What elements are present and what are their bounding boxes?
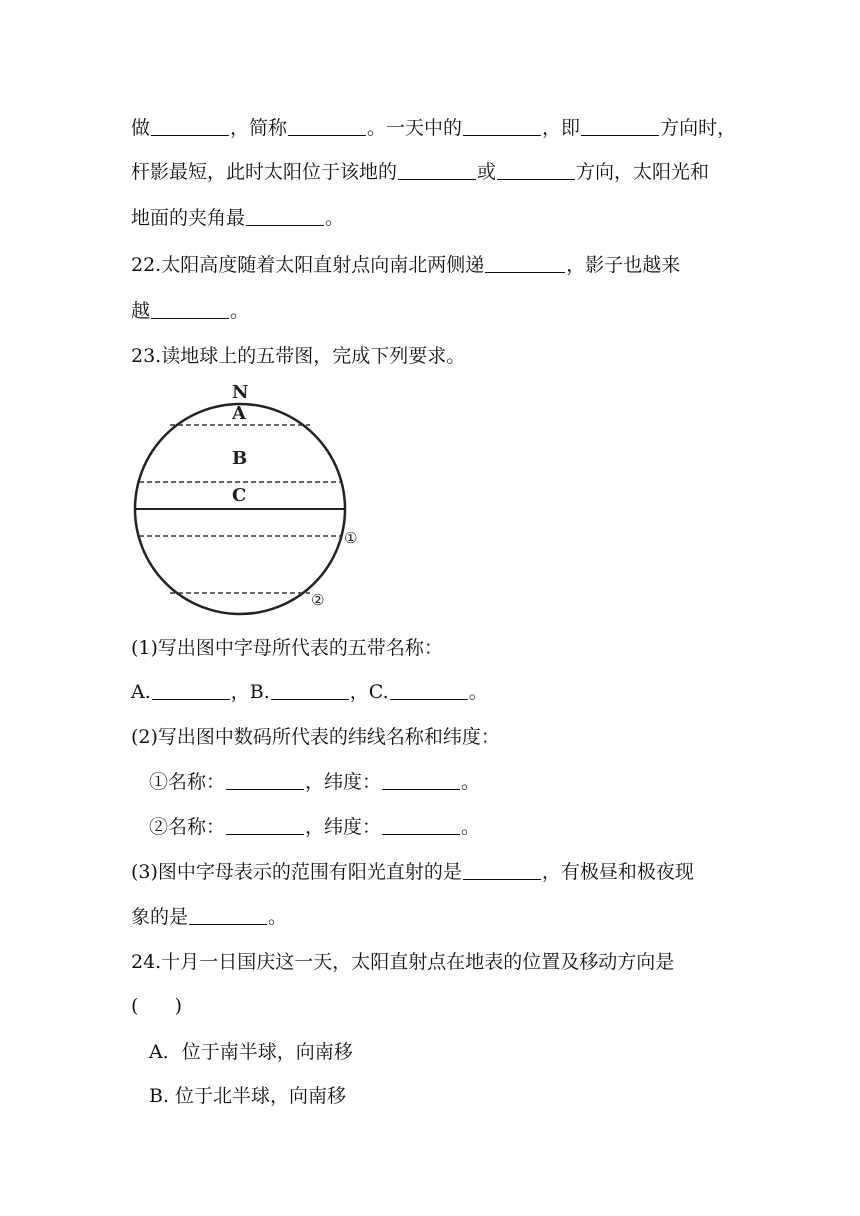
q23-title: 23.读地球上的五带图，完成下列要求。 xyxy=(131,345,466,367)
answer-blank[interactable] xyxy=(151,117,229,136)
text: 。 xyxy=(268,906,288,928)
answer-blank-a[interactable] xyxy=(152,681,230,700)
answer-blank[interactable] xyxy=(226,816,304,835)
text: 做 xyxy=(131,117,151,139)
q24-answer-paren[interactable]: ( ) xyxy=(131,995,183,1017)
text: ，影子也越来 xyxy=(566,254,681,276)
label-c: C xyxy=(232,485,247,506)
q21-line-1 xyxy=(131,114,760,142)
q21-line-2 xyxy=(131,158,760,186)
q23-sub3-line-2 xyxy=(131,903,760,931)
q23-sub3-line-1 xyxy=(131,858,760,886)
answer-blank[interactable] xyxy=(398,161,476,180)
text: 。 xyxy=(461,771,481,793)
text: 杆影最短，此时太阳位于该地的 xyxy=(131,161,398,183)
answer-blank-b[interactable] xyxy=(271,681,349,700)
q23-sub2: (2)写出图中数码所代表的纬线名称和纬度： xyxy=(131,726,500,748)
label-one: ① xyxy=(344,529,358,547)
text: 。 xyxy=(468,681,488,703)
answer-blank[interactable] xyxy=(151,300,229,319)
text: 22.太阳高度随着太阳直射点向南北两侧递 xyxy=(131,254,485,276)
q21-line-3 xyxy=(131,204,760,232)
text: 。 xyxy=(230,300,250,322)
text: ，纬度： xyxy=(305,816,382,838)
q22-line-2 xyxy=(131,297,760,325)
text: ，即 xyxy=(542,117,581,139)
text: ，B. xyxy=(230,681,270,703)
q24-option-b[interactable]: B. 位于北半球，向南移 xyxy=(149,1085,347,1107)
q23-sub2-row2 xyxy=(149,813,760,841)
text: ，简称 xyxy=(230,117,288,139)
text: 方向，太阳光和 xyxy=(576,161,710,183)
label-b: B xyxy=(232,448,248,469)
text: 象的是 xyxy=(131,906,189,928)
text: 方向时， xyxy=(660,117,737,139)
q23-sub2-row1 xyxy=(149,768,760,796)
text: 地面的夹角最 xyxy=(131,207,246,229)
text: ，有极昼和极夜现 xyxy=(541,861,694,883)
label-two: ② xyxy=(311,591,325,609)
answer-blank[interactable] xyxy=(226,771,304,790)
text: ①名称： xyxy=(149,771,226,793)
answer-blank[interactable] xyxy=(246,207,324,226)
answer-blank[interactable] xyxy=(485,254,565,273)
text: ，纬度： xyxy=(305,771,382,793)
answer-blank-c[interactable] xyxy=(390,681,468,700)
q22-line-1 xyxy=(131,251,760,279)
answer-blank[interactable] xyxy=(189,906,267,925)
text: 或 xyxy=(477,161,497,183)
answer-blank[interactable] xyxy=(497,161,575,180)
text: 。一天中的 xyxy=(367,117,463,139)
text: 。 xyxy=(461,816,481,838)
label-a: A xyxy=(232,403,246,424)
text: 。 xyxy=(325,207,345,229)
text: ，C. xyxy=(349,681,389,703)
answer-blank[interactable] xyxy=(382,771,460,790)
answer-blank[interactable] xyxy=(581,117,659,136)
answer-blank[interactable] xyxy=(382,816,460,835)
q24-option-a[interactable]: A．位于南半球，向南移 xyxy=(149,1041,353,1063)
text: A. xyxy=(131,681,151,703)
text: ②名称： xyxy=(149,816,226,838)
text: (3)图中字母表示的范围有阳光直射的是 xyxy=(131,861,462,883)
answer-blank[interactable] xyxy=(463,861,541,880)
answer-blank[interactable] xyxy=(288,117,366,136)
label-n: N xyxy=(232,382,249,403)
answer-blank[interactable] xyxy=(463,117,541,136)
text: 越 xyxy=(131,300,151,322)
five-zones-figure xyxy=(125,375,385,620)
q23-sub1-answers xyxy=(131,678,760,706)
q24-stem: 24.十月一日国庆这一天，太阳直射点在地表的位置及移动方向是 xyxy=(131,951,675,973)
q23-sub1: (1)写出图中字母所代表的五带名称： xyxy=(131,637,443,659)
